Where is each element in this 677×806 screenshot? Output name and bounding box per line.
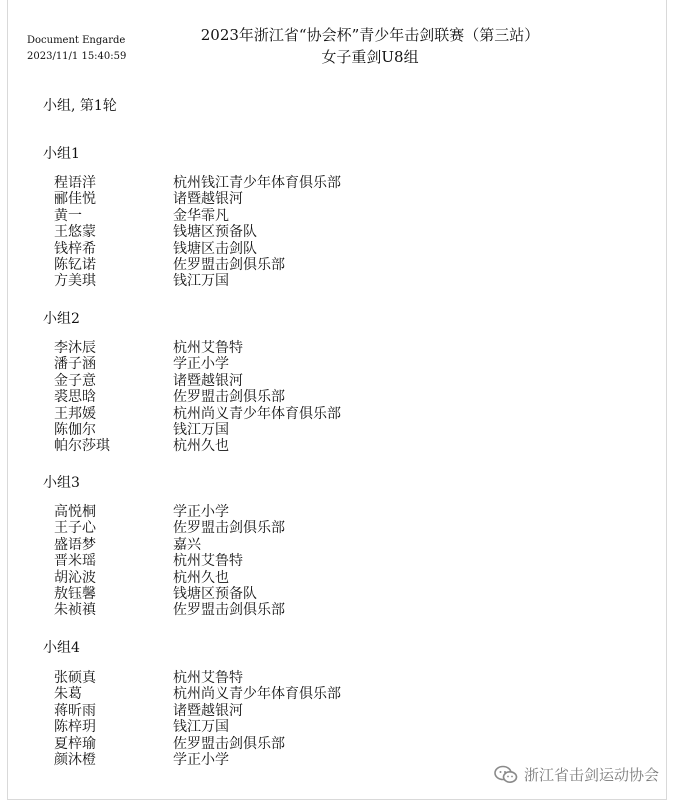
fencer-name: 程语洋 xyxy=(54,175,96,191)
fencer-club: 诸暨越银河 xyxy=(173,702,243,719)
fencer-name: 朱葛 xyxy=(54,686,82,703)
fencer-club: 钱塘区击剑队 xyxy=(173,240,257,257)
fencer-name: 朱祯禛 xyxy=(54,602,96,619)
fencer-name: 方美琪 xyxy=(54,273,96,290)
fencer-name: 蒋昕雨 xyxy=(54,702,96,719)
fencer-name: 钱梓希 xyxy=(54,240,96,257)
pool-2-title: 小组2 xyxy=(43,311,80,327)
fencer-name: 盛语梦 xyxy=(54,536,96,553)
pool-4-title: 小组4 xyxy=(43,640,80,656)
fencer-name: 陈梓玥 xyxy=(54,719,96,736)
fencer-club: 佐罗盟击剑俱乐部 xyxy=(173,602,285,619)
fencer-club: 钱塘区预备队 xyxy=(173,585,257,602)
fencer-club: 诸暨越银河 xyxy=(173,191,243,208)
fencer-name: 颜沐橙 xyxy=(54,751,96,768)
fencer-club: 杭州艾鲁特 xyxy=(173,670,243,686)
fencer-name: 张硕真 xyxy=(54,670,96,686)
page-frame xyxy=(7,0,667,800)
fencer-club: 佐罗盟击剑俱乐部 xyxy=(173,256,285,273)
fencer-name: 陈伽尔 xyxy=(54,421,96,438)
fencer-name: 裘思晗 xyxy=(54,389,96,406)
fencer-name: 敖钰馨 xyxy=(54,585,96,602)
fencer-name: 王悠蒙 xyxy=(54,224,96,241)
fencer-club: 钱塘区预备队 xyxy=(173,224,257,241)
fencer-club: 佐罗盟击剑俱乐部 xyxy=(173,735,285,752)
fencer-club: 钱江万国 xyxy=(173,719,229,736)
fencer-name: 郦佳悦 xyxy=(54,191,96,208)
document-meta xyxy=(27,33,126,65)
round-label: 小组, 第1轮 xyxy=(43,98,117,114)
fencer-club: 杭州久也 xyxy=(173,569,229,586)
pool-1-title: 小组1 xyxy=(43,146,80,162)
fencer-name: 潘子涵 xyxy=(54,356,96,373)
fencer-club: 杭州艾鲁特 xyxy=(173,553,243,570)
fencer-name: 黄一 xyxy=(54,207,82,224)
fencer-club: 学正小学 xyxy=(173,504,229,520)
pool-3-title: 小组3 xyxy=(43,475,80,491)
fencer-name: 晋米瑶 xyxy=(54,553,96,570)
fencer-name: 王子心 xyxy=(54,520,96,537)
fencer-club: 钱江万国 xyxy=(173,421,229,438)
fencer-name: 李沐辰 xyxy=(54,340,96,356)
fencer-club: 学正小学 xyxy=(173,356,229,373)
fencer-name: 帕尔莎琪 xyxy=(54,438,110,455)
fencer-name: 陈钇诺 xyxy=(54,256,96,273)
watermark xyxy=(494,764,659,785)
print-timestamp: 2023/11/1 15:40:59 xyxy=(27,51,127,62)
fencer-club: 诸暨越银河 xyxy=(173,372,243,389)
fencer-club: 杭州尚义青少年体育俱乐部 xyxy=(173,405,341,422)
fencer-name: 夏梓瑜 xyxy=(54,735,96,752)
event-subtitle: 女子重剑U8组 xyxy=(321,48,419,66)
fencer-club: 佐罗盟击剑俱乐部 xyxy=(173,520,285,537)
fencer-club: 学正小学 xyxy=(173,751,229,768)
fencer-club: 嘉兴 xyxy=(173,536,201,553)
fencer-name: 金子意 xyxy=(54,372,96,389)
fencer-club: 钱江万国 xyxy=(173,273,229,290)
fencer-club: 金华霏凡 xyxy=(173,207,229,224)
competition-title: 2023年浙江省“协会杯”青少年击剑联赛（第三站） xyxy=(200,26,540,44)
fencer-name: 高悦桐 xyxy=(54,504,96,520)
watermark-text: 浙江省击剑运动协会 xyxy=(523,766,659,784)
fencer-name: 王邦媛 xyxy=(54,405,96,422)
fencer-club: 佐罗盟击剑俱乐部 xyxy=(173,389,285,406)
software-name: Document Engarde xyxy=(27,35,126,46)
fencer-club: 杭州艾鲁特 xyxy=(173,340,243,356)
fencer-club: 杭州尚义青少年体育俱乐部 xyxy=(173,686,341,703)
fencer-club: 杭州钱江青少年体育俱乐部 xyxy=(173,175,341,191)
fencer-club: 杭州久也 xyxy=(173,438,229,455)
wechat-icon xyxy=(494,765,518,785)
fencer-name: 胡沁波 xyxy=(54,569,96,586)
document-header xyxy=(190,24,550,68)
